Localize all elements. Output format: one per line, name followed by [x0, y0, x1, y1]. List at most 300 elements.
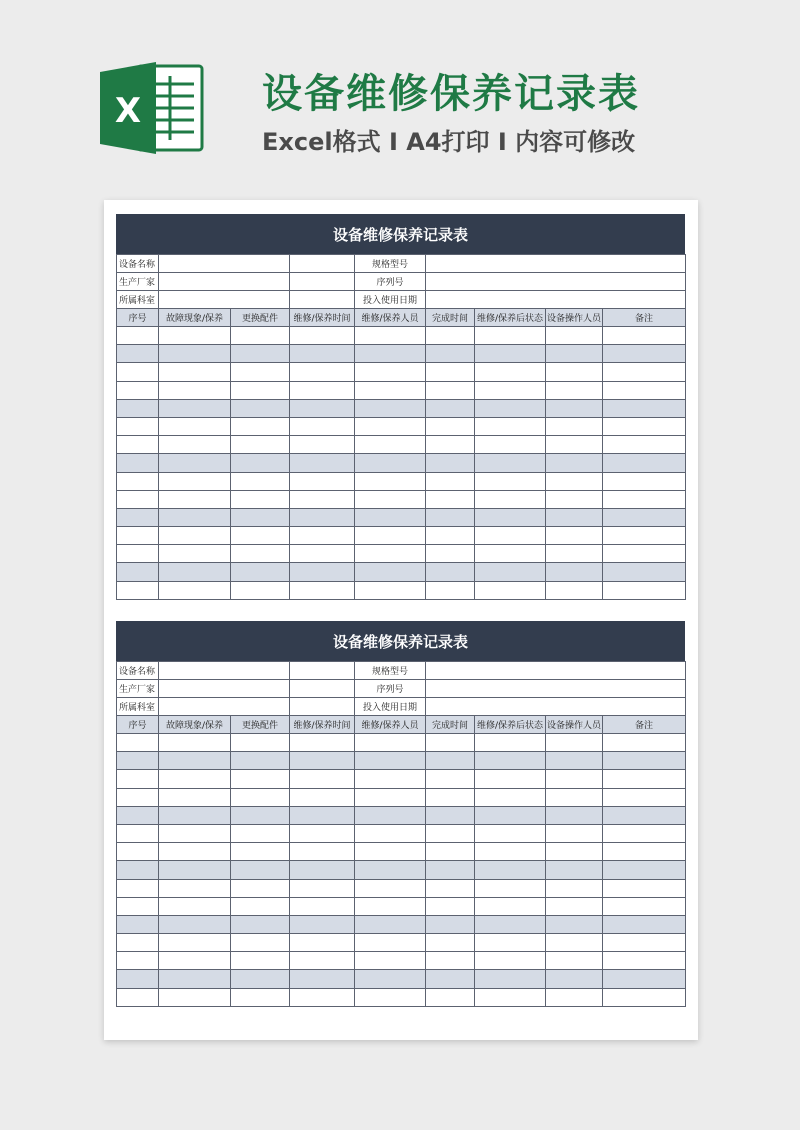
table-cell[interactable]	[290, 345, 355, 363]
table-cell[interactable]	[290, 472, 355, 490]
table-cell[interactable]	[231, 545, 290, 563]
table-cell[interactable]	[231, 381, 290, 399]
table-cell[interactable]	[603, 824, 686, 842]
table-cell[interactable]	[117, 490, 159, 508]
info-value-cell[interactable]	[290, 698, 355, 716]
info-value-cell[interactable]	[426, 662, 686, 680]
table-cell[interactable]	[355, 952, 426, 970]
column-header: 完成时间	[426, 716, 475, 734]
table-cell[interactable]	[290, 952, 355, 970]
table-cell[interactable]	[355, 527, 426, 545]
info-value-cell[interactable]	[290, 662, 355, 680]
table-cell[interactable]	[475, 861, 546, 879]
table-cell[interactable]	[475, 915, 546, 933]
table-cell[interactable]	[159, 399, 231, 417]
table-cell[interactable]	[603, 861, 686, 879]
table-cell[interactable]	[546, 770, 603, 788]
table-cell[interactable]	[355, 490, 426, 508]
table-cell[interactable]	[231, 897, 290, 915]
table-cell[interactable]	[475, 770, 546, 788]
table-cell[interactable]	[231, 417, 290, 435]
column-header: 更换配件	[231, 716, 290, 734]
table-cell[interactable]	[546, 806, 603, 824]
table-cell[interactable]	[426, 952, 475, 970]
record-sheet-1	[116, 214, 685, 600]
table-cell[interactable]	[546, 363, 603, 381]
table-cell[interactable]	[290, 988, 355, 1006]
info-value-cell[interactable]	[290, 680, 355, 698]
table-cell[interactable]	[355, 472, 426, 490]
table-cell[interactable]	[355, 454, 426, 472]
table-cell[interactable]	[117, 545, 159, 563]
table-cell[interactable]	[426, 788, 475, 806]
table-cell[interactable]	[603, 345, 686, 363]
info-value-cell[interactable]	[290, 273, 355, 291]
table-cell[interactable]	[290, 843, 355, 861]
table-cell[interactable]	[117, 952, 159, 970]
table-cell[interactable]	[355, 399, 426, 417]
table-cell[interactable]	[117, 381, 159, 399]
table-cell[interactable]	[355, 345, 426, 363]
table-cell[interactable]	[117, 934, 159, 952]
table-cell[interactable]	[603, 788, 686, 806]
table-cell[interactable]	[603, 381, 686, 399]
table-cell[interactable]	[426, 879, 475, 897]
table-cell[interactable]	[290, 824, 355, 842]
table-cell[interactable]	[290, 915, 355, 933]
table-cell[interactable]	[603, 454, 686, 472]
table-cell[interactable]	[546, 788, 603, 806]
table-cell[interactable]	[546, 915, 603, 933]
table-cell[interactable]	[426, 752, 475, 770]
table-cell[interactable]	[475, 752, 546, 770]
table-cell[interactable]	[117, 879, 159, 897]
table-cell[interactable]	[475, 345, 546, 363]
table-cell[interactable]	[290, 454, 355, 472]
table-cell[interactable]	[290, 879, 355, 897]
table-cell[interactable]	[426, 843, 475, 861]
table-cell[interactable]	[117, 472, 159, 490]
table-cell[interactable]	[117, 861, 159, 879]
table-cell[interactable]	[603, 752, 686, 770]
table-cell[interactable]	[475, 327, 546, 345]
table-cell[interactable]	[475, 436, 546, 454]
table-cell[interactable]	[546, 861, 603, 879]
table-cell[interactable]	[426, 527, 475, 545]
table-cell[interactable]	[290, 327, 355, 345]
table-cell[interactable]	[355, 915, 426, 933]
table-cell[interactable]	[546, 581, 603, 599]
table-cell[interactable]	[603, 363, 686, 381]
table-cell[interactable]	[117, 843, 159, 861]
table-cell[interactable]	[355, 381, 426, 399]
table-cell[interactable]	[355, 545, 426, 563]
table-cell[interactable]	[159, 363, 231, 381]
table-cell[interactable]	[355, 988, 426, 1006]
table-cell[interactable]	[117, 581, 159, 599]
table-cell[interactable]	[231, 806, 290, 824]
table-cell[interactable]	[603, 988, 686, 1006]
table-cell[interactable]	[603, 879, 686, 897]
table-cell[interactable]	[426, 508, 475, 526]
table-cell[interactable]	[159, 843, 231, 861]
table-cell[interactable]	[159, 436, 231, 454]
table-cell[interactable]	[231, 327, 290, 345]
table-cell[interactable]	[546, 345, 603, 363]
table-cell[interactable]	[475, 545, 546, 563]
table-cell[interactable]	[603, 897, 686, 915]
table-cell[interactable]	[290, 970, 355, 988]
table-cell[interactable]	[290, 436, 355, 454]
table-cell[interactable]	[475, 454, 546, 472]
table-cell[interactable]	[231, 952, 290, 970]
table-cell[interactable]	[546, 436, 603, 454]
table-cell[interactable]	[603, 563, 686, 581]
table-cell[interactable]	[290, 581, 355, 599]
table-cell[interactable]	[546, 752, 603, 770]
table-cell[interactable]	[546, 952, 603, 970]
table-cell[interactable]	[355, 417, 426, 435]
table-cell[interactable]	[546, 843, 603, 861]
table-cell[interactable]	[546, 472, 603, 490]
table-cell[interactable]	[117, 327, 159, 345]
info-value-cell[interactable]	[159, 273, 290, 291]
table-cell[interactable]	[546, 879, 603, 897]
table-cell[interactable]	[159, 490, 231, 508]
table-cell[interactable]	[231, 788, 290, 806]
table-cell[interactable]	[290, 788, 355, 806]
table-cell[interactable]	[231, 770, 290, 788]
table-cell[interactable]	[290, 861, 355, 879]
table-cell[interactable]	[231, 988, 290, 1006]
table-cell[interactable]	[117, 970, 159, 988]
table-cell[interactable]	[546, 734, 603, 752]
table-cell[interactable]	[603, 843, 686, 861]
table-cell[interactable]	[159, 508, 231, 526]
table-cell[interactable]	[475, 563, 546, 581]
table-cell[interactable]	[355, 770, 426, 788]
table-cell[interactable]	[546, 527, 603, 545]
table-cell[interactable]	[231, 843, 290, 861]
table-cell[interactable]	[603, 970, 686, 988]
table-cell[interactable]	[475, 934, 546, 952]
table-cell[interactable]	[159, 824, 231, 842]
table-cell[interactable]	[290, 363, 355, 381]
table-row	[117, 897, 686, 915]
table-cell[interactable]	[117, 770, 159, 788]
table-cell[interactable]	[231, 970, 290, 988]
table-cell[interactable]	[546, 490, 603, 508]
table-cell[interactable]	[355, 843, 426, 861]
table-cell[interactable]	[355, 861, 426, 879]
info-value-cell[interactable]	[290, 255, 355, 273]
table-cell[interactable]	[159, 988, 231, 1006]
table-cell[interactable]	[159, 545, 231, 563]
table-cell[interactable]	[603, 734, 686, 752]
table-cell[interactable]	[426, 563, 475, 581]
info-value-cell[interactable]	[159, 662, 290, 680]
table-cell[interactable]	[475, 399, 546, 417]
table-cell[interactable]	[475, 788, 546, 806]
table-cell[interactable]	[231, 734, 290, 752]
table-cell[interactable]	[159, 970, 231, 988]
table-cell[interactable]	[355, 788, 426, 806]
table-cell[interactable]	[355, 563, 426, 581]
table-cell[interactable]	[117, 897, 159, 915]
table-cell[interactable]	[159, 915, 231, 933]
table-cell[interactable]	[426, 861, 475, 879]
table-cell[interactable]	[159, 788, 231, 806]
table-cell[interactable]	[355, 436, 426, 454]
table-cell[interactable]	[117, 345, 159, 363]
table-cell[interactable]	[546, 399, 603, 417]
table-cell[interactable]	[426, 970, 475, 988]
table-cell[interactable]	[290, 417, 355, 435]
table-cell[interactable]	[475, 879, 546, 897]
table-cell[interactable]	[117, 824, 159, 842]
table-cell[interactable]	[355, 734, 426, 752]
table-cell[interactable]	[546, 988, 603, 1006]
table-cell[interactable]	[546, 545, 603, 563]
table-cell[interactable]	[159, 952, 231, 970]
table-cell[interactable]	[159, 752, 231, 770]
table-cell[interactable]	[603, 472, 686, 490]
table-cell[interactable]	[475, 472, 546, 490]
table-cell[interactable]	[426, 934, 475, 952]
table-cell[interactable]	[603, 327, 686, 345]
table-cell[interactable]	[159, 770, 231, 788]
table-cell[interactable]	[117, 508, 159, 526]
info-value-cell[interactable]	[426, 255, 686, 273]
table-cell[interactable]	[117, 417, 159, 435]
table-cell[interactable]	[290, 490, 355, 508]
table-cell[interactable]	[475, 970, 546, 988]
table-cell[interactable]	[546, 381, 603, 399]
table-cell[interactable]	[231, 399, 290, 417]
table-cell[interactable]	[231, 879, 290, 897]
table-cell[interactable]	[231, 563, 290, 581]
table-cell[interactable]	[475, 734, 546, 752]
table-cell[interactable]	[603, 952, 686, 970]
table-cell[interactable]	[231, 345, 290, 363]
table-cell[interactable]	[475, 988, 546, 1006]
info-value-cell[interactable]	[159, 680, 290, 698]
table-cell[interactable]	[355, 752, 426, 770]
table-cell[interactable]	[290, 545, 355, 563]
table-cell[interactable]	[426, 363, 475, 381]
table-cell[interactable]	[117, 752, 159, 770]
info-value-cell[interactable]	[159, 291, 290, 309]
table-cell[interactable]	[603, 770, 686, 788]
table-cell[interactable]	[290, 508, 355, 526]
info-label: 规格型号	[355, 255, 426, 273]
table-cell[interactable]	[603, 508, 686, 526]
table-cell[interactable]	[355, 897, 426, 915]
info-value-cell[interactable]	[426, 291, 686, 309]
table-cell[interactable]	[290, 381, 355, 399]
table-cell[interactable]	[159, 527, 231, 545]
table-cell[interactable]	[475, 508, 546, 526]
table-cell[interactable]	[355, 934, 426, 952]
table-cell[interactable]	[475, 897, 546, 915]
table-cell[interactable]	[426, 988, 475, 1006]
table-cell[interactable]	[159, 897, 231, 915]
table-cell[interactable]	[159, 861, 231, 879]
table-cell[interactable]	[159, 454, 231, 472]
info-value-cell[interactable]	[159, 698, 290, 716]
table-cell[interactable]	[475, 806, 546, 824]
table-cell[interactable]	[603, 545, 686, 563]
table-cell[interactable]	[355, 970, 426, 988]
table-cell[interactable]	[546, 970, 603, 988]
table-cell[interactable]	[603, 490, 686, 508]
table-cell[interactable]	[426, 824, 475, 842]
table-cell[interactable]	[231, 508, 290, 526]
table-cell[interactable]	[426, 454, 475, 472]
info-value-cell[interactable]	[159, 255, 290, 273]
table-cell[interactable]	[475, 527, 546, 545]
info-label: 序列号	[355, 273, 426, 291]
table-cell[interactable]	[231, 915, 290, 933]
table-cell[interactable]	[475, 843, 546, 861]
table-cell[interactable]	[231, 861, 290, 879]
table-cell[interactable]	[426, 581, 475, 599]
table-cell[interactable]	[426, 472, 475, 490]
table-cell[interactable]	[290, 770, 355, 788]
table-cell[interactable]	[603, 436, 686, 454]
table-cell[interactable]	[603, 806, 686, 824]
column-header-row	[117, 716, 686, 734]
table-cell[interactable]	[159, 879, 231, 897]
table-cell[interactable]	[475, 363, 546, 381]
table-cell[interactable]	[546, 563, 603, 581]
table-cell[interactable]	[117, 806, 159, 824]
table-cell[interactable]	[231, 934, 290, 952]
table-cell[interactable]	[475, 381, 546, 399]
table-cell[interactable]	[117, 563, 159, 581]
table-cell[interactable]	[231, 581, 290, 599]
table-cell[interactable]	[426, 399, 475, 417]
table-cell[interactable]	[546, 897, 603, 915]
table-cell[interactable]	[231, 752, 290, 770]
table-cell[interactable]	[290, 752, 355, 770]
info-value-cell[interactable]	[426, 680, 686, 698]
table-cell[interactable]	[355, 824, 426, 842]
table-cell[interactable]	[159, 472, 231, 490]
table-cell[interactable]	[546, 508, 603, 526]
table-cell[interactable]	[117, 988, 159, 1006]
table-cell[interactable]	[355, 581, 426, 599]
table-cell[interactable]	[426, 770, 475, 788]
table-cell[interactable]	[117, 454, 159, 472]
table-cell[interactable]	[426, 490, 475, 508]
table-cell[interactable]	[426, 545, 475, 563]
table-cell[interactable]	[426, 381, 475, 399]
table-cell[interactable]	[159, 806, 231, 824]
table-cell[interactable]	[426, 345, 475, 363]
table-cell[interactable]	[117, 363, 159, 381]
info-value-cell[interactable]	[290, 291, 355, 309]
table-cell[interactable]	[475, 581, 546, 599]
table-cell[interactable]	[546, 327, 603, 345]
table-cell[interactable]	[426, 897, 475, 915]
table-cell[interactable]	[290, 527, 355, 545]
table-cell[interactable]	[546, 934, 603, 952]
table-cell[interactable]	[546, 417, 603, 435]
table-cell[interactable]	[426, 436, 475, 454]
table-cell[interactable]	[231, 527, 290, 545]
table-cell[interactable]	[475, 952, 546, 970]
table-cell[interactable]	[159, 345, 231, 363]
table-cell[interactable]	[426, 417, 475, 435]
info-value-cell[interactable]	[426, 698, 686, 716]
table-cell[interactable]	[290, 563, 355, 581]
table-cell[interactable]	[117, 734, 159, 752]
table-cell[interactable]	[117, 915, 159, 933]
table-cell[interactable]	[475, 417, 546, 435]
table-cell[interactable]	[159, 734, 231, 752]
table-cell[interactable]	[159, 934, 231, 952]
table-cell[interactable]	[231, 824, 290, 842]
table-cell[interactable]	[231, 363, 290, 381]
table-cell[interactable]	[159, 563, 231, 581]
table-cell[interactable]	[117, 436, 159, 454]
table-cell[interactable]	[355, 363, 426, 381]
table-cell[interactable]	[159, 417, 231, 435]
table-cell[interactable]	[603, 417, 686, 435]
table-cell[interactable]	[603, 915, 686, 933]
table-cell[interactable]	[426, 806, 475, 824]
table-row	[117, 843, 686, 861]
table-cell[interactable]	[290, 734, 355, 752]
table-cell[interactable]	[355, 327, 426, 345]
table-cell[interactable]	[290, 806, 355, 824]
table-cell[interactable]	[117, 788, 159, 806]
table-row	[117, 824, 686, 842]
info-value-cell[interactable]	[426, 273, 686, 291]
table-cell[interactable]	[355, 806, 426, 824]
table-cell[interactable]	[475, 490, 546, 508]
table-cell[interactable]	[546, 824, 603, 842]
table-cell[interactable]	[603, 399, 686, 417]
table-cell[interactable]	[355, 879, 426, 897]
table-cell[interactable]	[603, 527, 686, 545]
table-cell[interactable]	[290, 897, 355, 915]
table-cell[interactable]	[117, 527, 159, 545]
table-cell[interactable]	[603, 934, 686, 952]
table-cell[interactable]	[426, 915, 475, 933]
table-cell[interactable]	[290, 934, 355, 952]
table-cell[interactable]	[117, 399, 159, 417]
table-cell[interactable]	[475, 824, 546, 842]
column-header: 故障现象/保养	[159, 309, 231, 327]
table-cell[interactable]	[603, 581, 686, 599]
table-cell[interactable]	[355, 508, 426, 526]
table-row	[117, 508, 686, 526]
table-cell[interactable]	[231, 472, 290, 490]
table-cell[interactable]	[231, 436, 290, 454]
table-cell[interactable]	[546, 454, 603, 472]
table-cell[interactable]	[159, 327, 231, 345]
table-cell[interactable]	[426, 734, 475, 752]
table-cell[interactable]	[159, 381, 231, 399]
table-cell[interactable]	[159, 581, 231, 599]
info-label: 投入使用日期	[355, 291, 426, 309]
table-cell[interactable]	[426, 327, 475, 345]
table-cell[interactable]	[231, 454, 290, 472]
table-cell[interactable]	[290, 399, 355, 417]
table-cell[interactable]	[231, 490, 290, 508]
